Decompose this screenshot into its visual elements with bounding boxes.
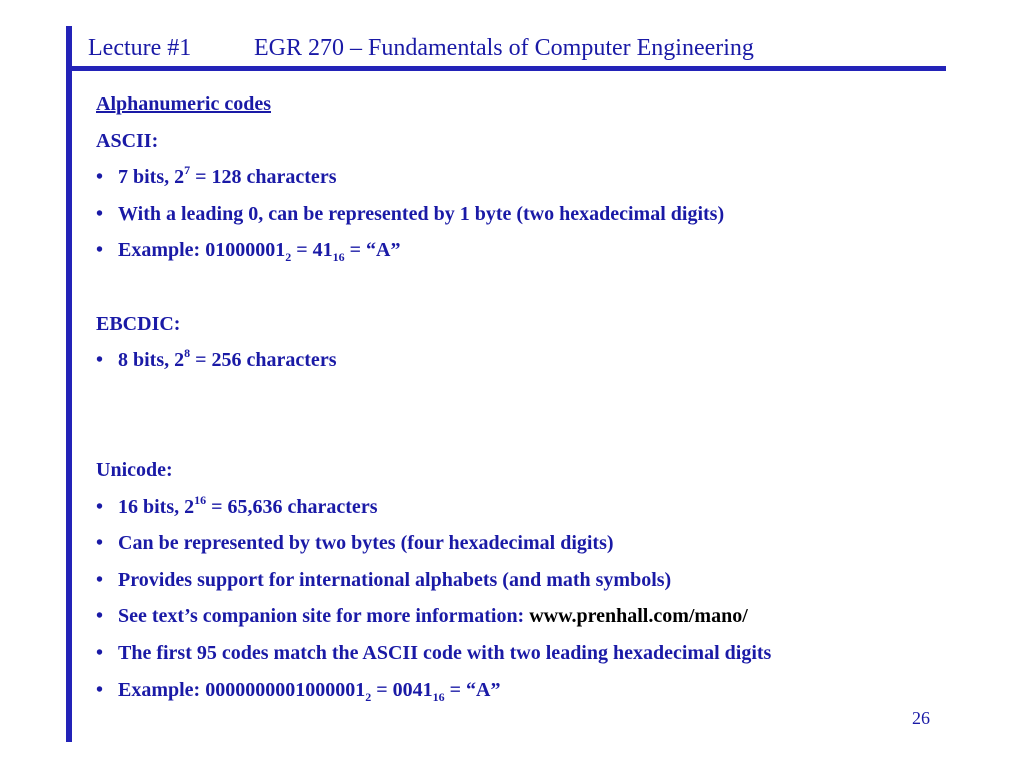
list-item [96, 489, 996, 526]
unicode-heading: Unicode: [96, 458, 173, 481]
lecture-number: Lecture #1 [88, 35, 192, 61]
ebcdic-heading: EBCDIC: [96, 312, 181, 335]
list-item [96, 342, 996, 379]
header-rule [66, 66, 946, 71]
list-item [96, 159, 996, 196]
list-item [96, 672, 996, 709]
unicode-alphabets: Provides support for international alphabets (and math symbols) [118, 568, 672, 591]
unicode-example: Example: $0000000001000001_2 = 0041_{16}$ = “A” [118, 678, 501, 704]
list-item [96, 232, 996, 269]
bullet-icon: • [96, 349, 104, 372]
ascii-example: Example: $01000001_2 = 41_{16}$ = “A” [118, 239, 401, 265]
slide-title: Alphanumeric codes [96, 93, 271, 115]
slide-header [88, 33, 754, 63]
bullet-icon: • [96, 166, 104, 189]
bullet-icon: • [96, 495, 104, 518]
list-item [96, 196, 996, 233]
slide-body [96, 86, 996, 708]
ascii-byte: With a leading 0, can be represented by 1 byte (two hexadecimal digits) [118, 202, 725, 225]
unicode-bytes: Can be represented by two bytes (four hexadecimal digits) [118, 532, 614, 555]
ascii-bits: 7 bits, $2^7 = 128$ characters [118, 163, 337, 189]
spacer [96, 269, 996, 306]
bullet-icon: • [96, 605, 104, 628]
course-title: EGR 270 – Fundamentals of Computer Engineering [254, 35, 754, 61]
list-item [96, 562, 996, 599]
companion-site-link[interactable]: www.prenhall.com/mano/ [529, 605, 748, 628]
ascii-heading: ASCII: [96, 129, 159, 152]
bullet-icon: • [96, 239, 104, 262]
bullet-icon: • [96, 568, 104, 591]
ebcdic-bits: 8 bits, $2^8 = 256$ characters [118, 346, 337, 372]
spacer [96, 379, 996, 416]
bullet-icon: • [96, 202, 104, 225]
unicode-bits: 16 bits, $2^{16} = 65,636$ characters [118, 492, 378, 518]
page-number: 26 [912, 708, 930, 728]
vertical-rule [66, 26, 72, 742]
bullet-icon: • [96, 641, 104, 664]
bullet-icon: • [96, 532, 104, 555]
spacer [96, 415, 996, 452]
list-item [96, 525, 996, 562]
unicode-companion: See text’s companion site for more information: www.prenhall.com/mano/ [118, 605, 748, 628]
bullet-icon: • [96, 678, 104, 701]
list-item [96, 635, 996, 672]
unicode-ascii-match: The first 95 codes match the ASCII code with two leading hexadecimal digits [118, 641, 772, 664]
list-item [96, 598, 996, 635]
